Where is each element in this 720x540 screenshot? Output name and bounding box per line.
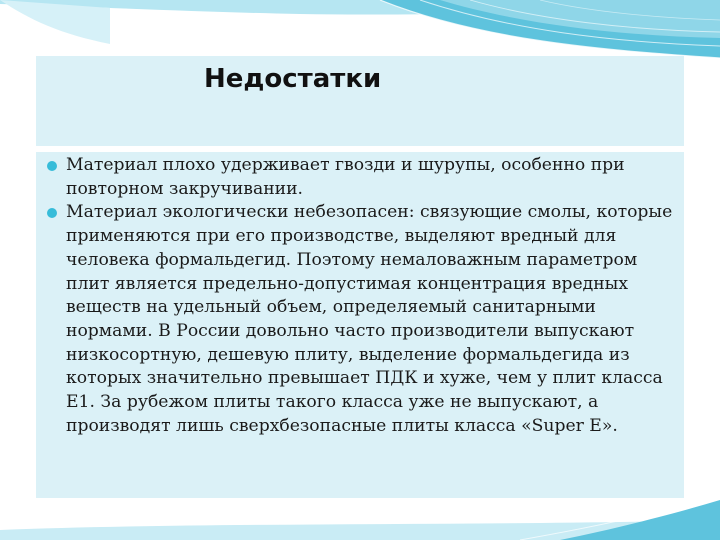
bullet-icon — [47, 161, 57, 171]
bullet-list — [46, 154, 674, 438]
list-item — [46, 154, 674, 201]
bullet-text: Материал плохо удерживает гвозди и шурупы, особенно при повторном закручивании. — [66, 155, 625, 199]
bullet-icon — [47, 208, 57, 218]
slide-title: Недостатки — [204, 64, 382, 94]
list-item — [46, 201, 674, 438]
bullet-text: Материал экологически небезопасен: связующие смолы, которые применяются при его производстве, выделяют вредный для человека формальдегид. Поэтому немаловажным параметром плит является предельно-допустимая концентрация вредных веществ на удельный объем, определяемый санитарными нормами. В России довольно часто производители выпускают низкосортную, дешевую плиту, выделение формальдегида из которых значительно превышает ПДК и хуже, чем у плит класса Е1. За рубежом плиты такого класса уже не выпускают, а производят лишь сверхбезопасные плиты класса «Super E». — [66, 202, 673, 436]
